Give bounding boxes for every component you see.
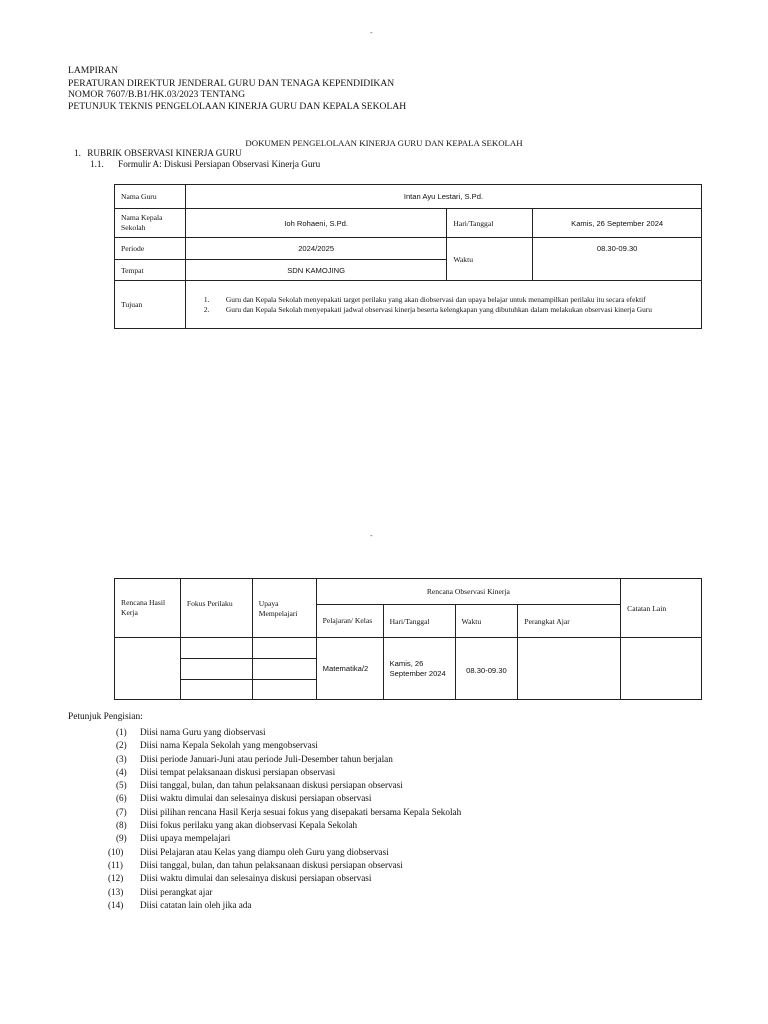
instruction-item: [108, 846, 676, 859]
instruction-number: (6): [116, 793, 127, 804]
section-title: RUBRIK OBSERVASI KINERJA GURU: [87, 148, 242, 158]
tempat-label: Tempat: [115, 260, 186, 281]
tujuan-item-text: Guru dan Kepala Sekolah menyepakati jadwal observasi kinerja beserta kelengkapan yang dibutuhkan dalam melakukan observasi kinerja Guru: [225, 305, 652, 314]
cell-upaya: [252, 659, 316, 680]
waktu-label: Waktu: [447, 238, 533, 281]
periode-label: Periode: [115, 238, 186, 260]
instruction-number: (12): [108, 873, 124, 884]
header-line-lampiran: LAMPIRAN: [68, 65, 119, 76]
instruction-item: [116, 819, 676, 832]
cell-fokus: [180, 659, 252, 680]
instruction-item: [116, 792, 676, 805]
instruction-item: [108, 859, 676, 872]
hari-value: Kamis, 26 September 2024: [533, 209, 702, 238]
tujuan-list: [188, 295, 693, 314]
header-line-nomor: NOMOR 7607/B.B1/HK.03/2023 TENTANG: [68, 89, 246, 100]
col-catatan-lain: Catatan Lain: [621, 579, 702, 638]
instruction-item: [116, 806, 676, 819]
tujuan-label: Tujuan: [115, 281, 186, 329]
nama-guru-label: Nama Guru: [115, 185, 186, 209]
cell-waktu: 08.30-09.30: [455, 638, 518, 700]
instruction-number: (11): [108, 859, 123, 870]
subsection-number: 1.1.: [90, 159, 104, 169]
instruction-number: (8): [116, 820, 127, 831]
col-rencana-hasil-kerja: Rencana Hasil Kerja: [115, 579, 181, 638]
col-fokus-perilaku: Fokus Perilaku: [180, 579, 252, 638]
col-perangkat-ajar: Perangkat Ajar: [518, 605, 621, 638]
instruction-number: (1): [116, 727, 127, 737]
instruction-text: Diisi fokus perilaku yang akan diobservasi Kepala Sekolah: [140, 820, 358, 831]
cell-rencana: [115, 638, 181, 700]
instruction-number: (14): [108, 899, 124, 910]
instruction-text: Diisi perangkat ajar: [140, 886, 213, 897]
instruction-number: (4): [116, 766, 127, 777]
cell-pelajaran: Matematika/2: [316, 638, 383, 700]
instruction-item: [116, 766, 676, 779]
nama-kepala-label: Nama Kepala Sekolah: [115, 209, 186, 238]
cell-hari: Kamis, 26 September 2024: [383, 638, 455, 700]
page-mark-middle: -: [370, 531, 373, 540]
group-rencana-observasi: Rencana Observasi Kinerja: [316, 579, 620, 605]
col-hari-tanggal: Hari/Tanggal: [383, 605, 455, 638]
tujuan-item-number: 1.: [203, 295, 210, 304]
cell-upaya: [252, 680, 316, 700]
instruction-item: [108, 886, 676, 899]
cell-fokus: [180, 680, 252, 700]
instruction-text: Diisi Pelajaran atau Kelas yang diampu oleh Guru yang diobservasi: [140, 846, 389, 857]
form-a-table: [114, 184, 702, 329]
tujuan-cell: [185, 281, 701, 329]
tempat-value: SDN KAMOJING: [185, 260, 446, 281]
header-block: [68, 65, 406, 112]
instruction-number: (3): [116, 753, 127, 764]
instruction-text: Diisi catatan lain oleh jika ada: [140, 899, 252, 910]
instruction-text: Diisi tanggal, bulan, dan tahun pelaksanaan diskusi persiapan observasi: [140, 859, 403, 870]
header-line-peraturan: PERATURAN DIREKTUR JENDERAL GURU DAN TENAGA KEPENDIDIKAN: [68, 77, 395, 89]
instruction-item: [116, 739, 676, 752]
col-waktu: Waktu: [455, 605, 518, 638]
tujuan-item: [188, 305, 693, 314]
instruction-number: (10): [108, 846, 124, 857]
subsection-heading: [90, 159, 320, 169]
instruction-text: Diisi tanggal, bulan, dan tahun pelaksanaan diskusi persiapan observasi: [140, 780, 403, 791]
instruction-text: Diisi waktu dimulai dan selesainya diskusi persiapan observasi: [140, 793, 372, 804]
nama-kepala-value: Ioh Rohaeni, S.Pd.: [185, 209, 446, 238]
section-number: 1.: [74, 148, 81, 158]
nama-guru-value: Intan Ayu Lestari, S.Pd.: [185, 185, 701, 209]
instruction-text: Diisi upaya mempelajari: [140, 833, 231, 844]
instruction-number: (5): [116, 780, 127, 791]
instruction-item: [108, 872, 676, 885]
instruction-item: [116, 779, 676, 792]
section-heading: [74, 148, 242, 158]
instruction-number: (7): [116, 806, 127, 817]
instructions-list: [108, 726, 676, 912]
hari-label: Hari/Tanggal: [447, 209, 533, 238]
instruction-number: (9): [116, 833, 127, 844]
document-title: DOKUMEN PENGELOLAAN KINERJA GURU DAN KEPALA SEKOLAH: [245, 138, 523, 148]
cell-fokus: [180, 638, 252, 659]
instruction-item: [108, 899, 676, 912]
instruction-text: Diisi waktu dimulai dan selesainya diskusi persiapan observasi: [140, 873, 372, 884]
col-upaya-mempelajari: Upaya Mempelajari: [252, 579, 316, 638]
col-pelajaran-kelas: Pelajaran/ Kelas: [316, 605, 383, 638]
instruction-item: [116, 726, 676, 739]
instruction-text: Diisi tempat pelaksanaan diskusi persiapan observasi: [140, 766, 336, 777]
instruction-text: Diisi nama Guru yang diobservasi: [140, 727, 266, 737]
waktu-value: 08.30-09.30: [533, 238, 702, 281]
instruction-item: [116, 753, 676, 766]
instruction-item: [116, 832, 676, 845]
subsection-title: Formulir A: Diskusi Persiapan Observasi Kinerja Guru: [118, 159, 321, 169]
tujuan-item-text: Guru dan Kepala Sekolah menyepakati target perilaku yang akan diobservasi dan upaya belajar untuk menampilkan perilaku itu secara efektif: [225, 295, 646, 304]
instruction-text: Diisi nama Kepala Sekolah yang mengobservasi: [140, 740, 318, 751]
cell-perangkat: [518, 638, 621, 700]
periode-value: 2024/2025: [185, 238, 446, 260]
tujuan-item: [188, 295, 693, 304]
instruction-text: Diisi pilihan rencana Hasil Kerja sesuai fokus yang disepakati bersama Kepala Sekolah: [140, 806, 462, 817]
page-mark-top: -: [370, 28, 373, 37]
instructions-title: Petunjuk Pengisian:: [68, 712, 143, 722]
cell-catatan: [621, 638, 702, 700]
cell-upaya: [252, 638, 316, 659]
instruction-number: (2): [116, 740, 127, 751]
tujuan-item-number: 2.: [203, 305, 210, 314]
instruction-text: Diisi periode Januari-Juni atau periode Juli-Desember tahun berjalan: [140, 753, 393, 764]
header-line-petunjuk: PETUNJUK TEKNIS PENGELOLAAN KINERJA GURU DAN KEPALA SEKOLAH: [68, 100, 407, 112]
instruction-number: (13): [108, 886, 124, 897]
observation-plan-table: [114, 578, 702, 700]
